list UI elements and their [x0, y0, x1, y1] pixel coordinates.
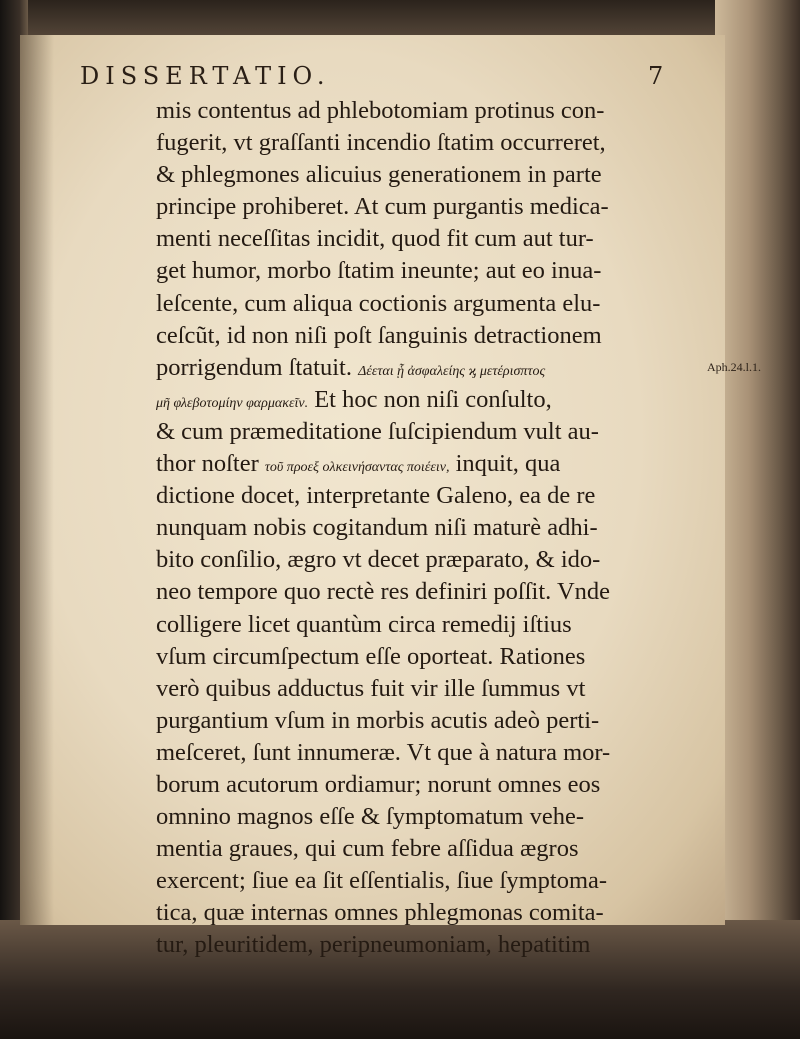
text-line	[156, 384, 691, 416]
text-line: leſcente, cum aliqua coctionis argumenta elu-	[156, 289, 601, 317]
text-line: exercent; ſiue ea ſit eſſentialis, ſiue ſymptoma-	[156, 867, 608, 895]
text-line: meſceret, ſunt innumeræ. Vt que à natura mor-	[156, 738, 611, 766]
text-line: mentia graues, qui cum febre aſſidua ægros	[156, 835, 579, 863]
text-segment: thor noſter	[156, 450, 259, 478]
text-segment: porrigendum ſtatuit.	[156, 353, 352, 381]
greek-quote: Δέεται ᾗ ἀσφαλείης ϗ μετέρισπτος	[358, 363, 546, 379]
text-line: dictione docet, interpretante Galeno, ea de re	[156, 482, 596, 510]
text-line	[156, 352, 691, 384]
text-line: mis contentus ad phlebotomiam protinus con-	[156, 97, 605, 124]
text-line: omnino magnos eſſe & ſymptomatum vehe-	[156, 803, 584, 831]
text-line: principe prohiberet. At cum purgantis medica-	[156, 193, 609, 221]
text-line: purgantium vſum in morbis acutis adeò perti-	[156, 706, 600, 734]
scan-top-edge	[0, 0, 800, 40]
page-number: 7	[648, 62, 664, 90]
text-line: bito conſilio, ægro vt decet præparato, & ido-	[156, 546, 601, 574]
text-line: colligere licet quantùm circa remedij iſtius	[156, 610, 572, 638]
greek-quote: τοῦ προεξ ολκεινήσαντας ποιέειν,	[264, 460, 450, 476]
text-line: nunquam nobis cogitandum niſi maturè adhi-	[156, 514, 598, 542]
gutter-shadow	[20, 35, 54, 925]
text-line: ceſcũt, id non niſi poſt ſanguinis detractionem	[156, 321, 602, 349]
text-segment: inquit, qua	[455, 450, 561, 478]
text-line: fugerit, vt graſſanti incendio ſtatim occurreret,	[156, 129, 606, 157]
text-line: & cum præmeditatione ſuſcipiendum vult au-	[156, 417, 599, 445]
text-line: get humor, morbo ſtatim ineunte; aut eo inua-	[156, 257, 602, 285]
body-text	[156, 95, 691, 962]
text-line	[156, 448, 691, 480]
text-line: tica, quæ internas omnes phlegmonas comita-	[156, 899, 604, 927]
greek-quote: μῆ φλεβοτομίην φαρμακεῖν.	[156, 395, 309, 411]
running-head: DISSERTATIO.	[80, 62, 331, 90]
scan-right-edge	[715, 0, 800, 1039]
text-line: borum acutorum ordiamur; norunt omnes eos	[156, 770, 601, 798]
text-line: menti neceſſitas incidit, quod fit cum aut tur-	[156, 225, 594, 253]
margin-note: Aph.24.l.1.	[707, 360, 761, 374]
page-header	[80, 62, 690, 96]
text-line: & phlegmones alicuius generationem in parte	[156, 161, 602, 189]
text-segment: Et hoc non niſi conſulto,	[314, 385, 552, 413]
text-line: verò quibus adductus fuit vir ille ſummus vt	[156, 674, 586, 702]
text-line: vſum circumſpectum eſſe oporteat. Rationes	[156, 642, 586, 670]
text-line: tur, pleuritidem, peripneumoniam, hepatitim	[156, 931, 591, 959]
text-line: neo tempore quo rectè res definiri poſſit. Vnde	[156, 578, 611, 606]
